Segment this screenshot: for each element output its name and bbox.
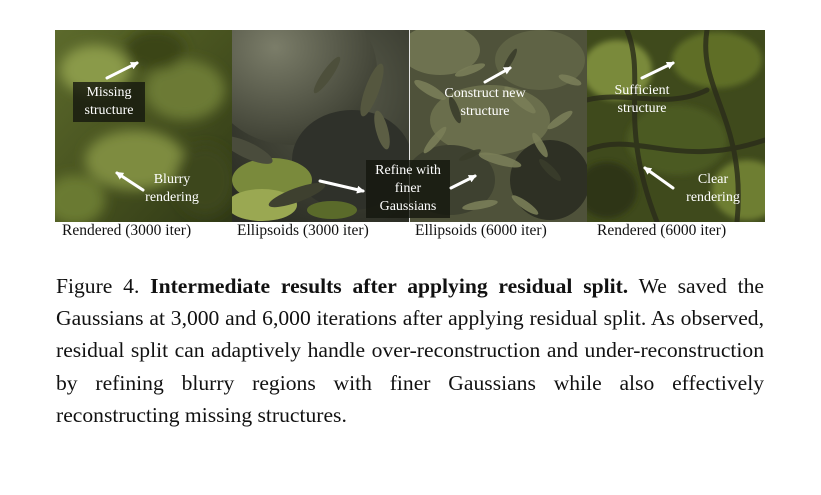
caption-body: We saved the Gaussians at 3,000 and 6,000 iterations after applying residual split. As observed, residual split can adaptively handle over-reconstruction and under-reconstruction by refining blurry regions with finer Gaussians while also effectively reconstructing missing structures. [56, 274, 764, 427]
panel-captions [55, 221, 765, 241]
label-refine-finer-gaussians: Refine with finer Gaussians [366, 160, 450, 218]
label-clear-rendering: Clear rendering [686, 172, 740, 205]
subcaption-rendered-3000: Rendered (3000 iter) [62, 222, 192, 239]
label-blurry-rendering: Blurry rendering [145, 172, 199, 205]
label-sufficient-structure: Sufficient structure [614, 83, 670, 116]
caption-prefix: Figure 4. [56, 274, 140, 298]
figure-image-strip [55, 30, 765, 222]
arrow-sufficient-structure [642, 63, 673, 78]
arrow-missing-structure [107, 63, 137, 78]
subcaption-ellipsoids-6000: Ellipsoids (6000 iter) [415, 222, 547, 239]
caption-title: Intermediate results after applying residual split. [150, 274, 629, 298]
subcaption-rendered-6000: Rendered (6000 iter) [597, 222, 727, 239]
label-construct-new-structure: Construct new structure [444, 86, 526, 119]
annotation-arrows [55, 30, 765, 222]
arrow-refine-right [451, 176, 475, 188]
arrow-blurry-rendering [117, 173, 143, 190]
label-missing-structure: Missing structure [73, 82, 145, 122]
subcaption-ellipsoids-3000: Ellipsoids (3000 iter) [237, 222, 369, 239]
arrow-clear-rendering [645, 168, 673, 188]
figure-caption [56, 270, 764, 431]
arrow-refine-left [320, 181, 363, 191]
arrow-construct-new-structure [485, 68, 510, 82]
